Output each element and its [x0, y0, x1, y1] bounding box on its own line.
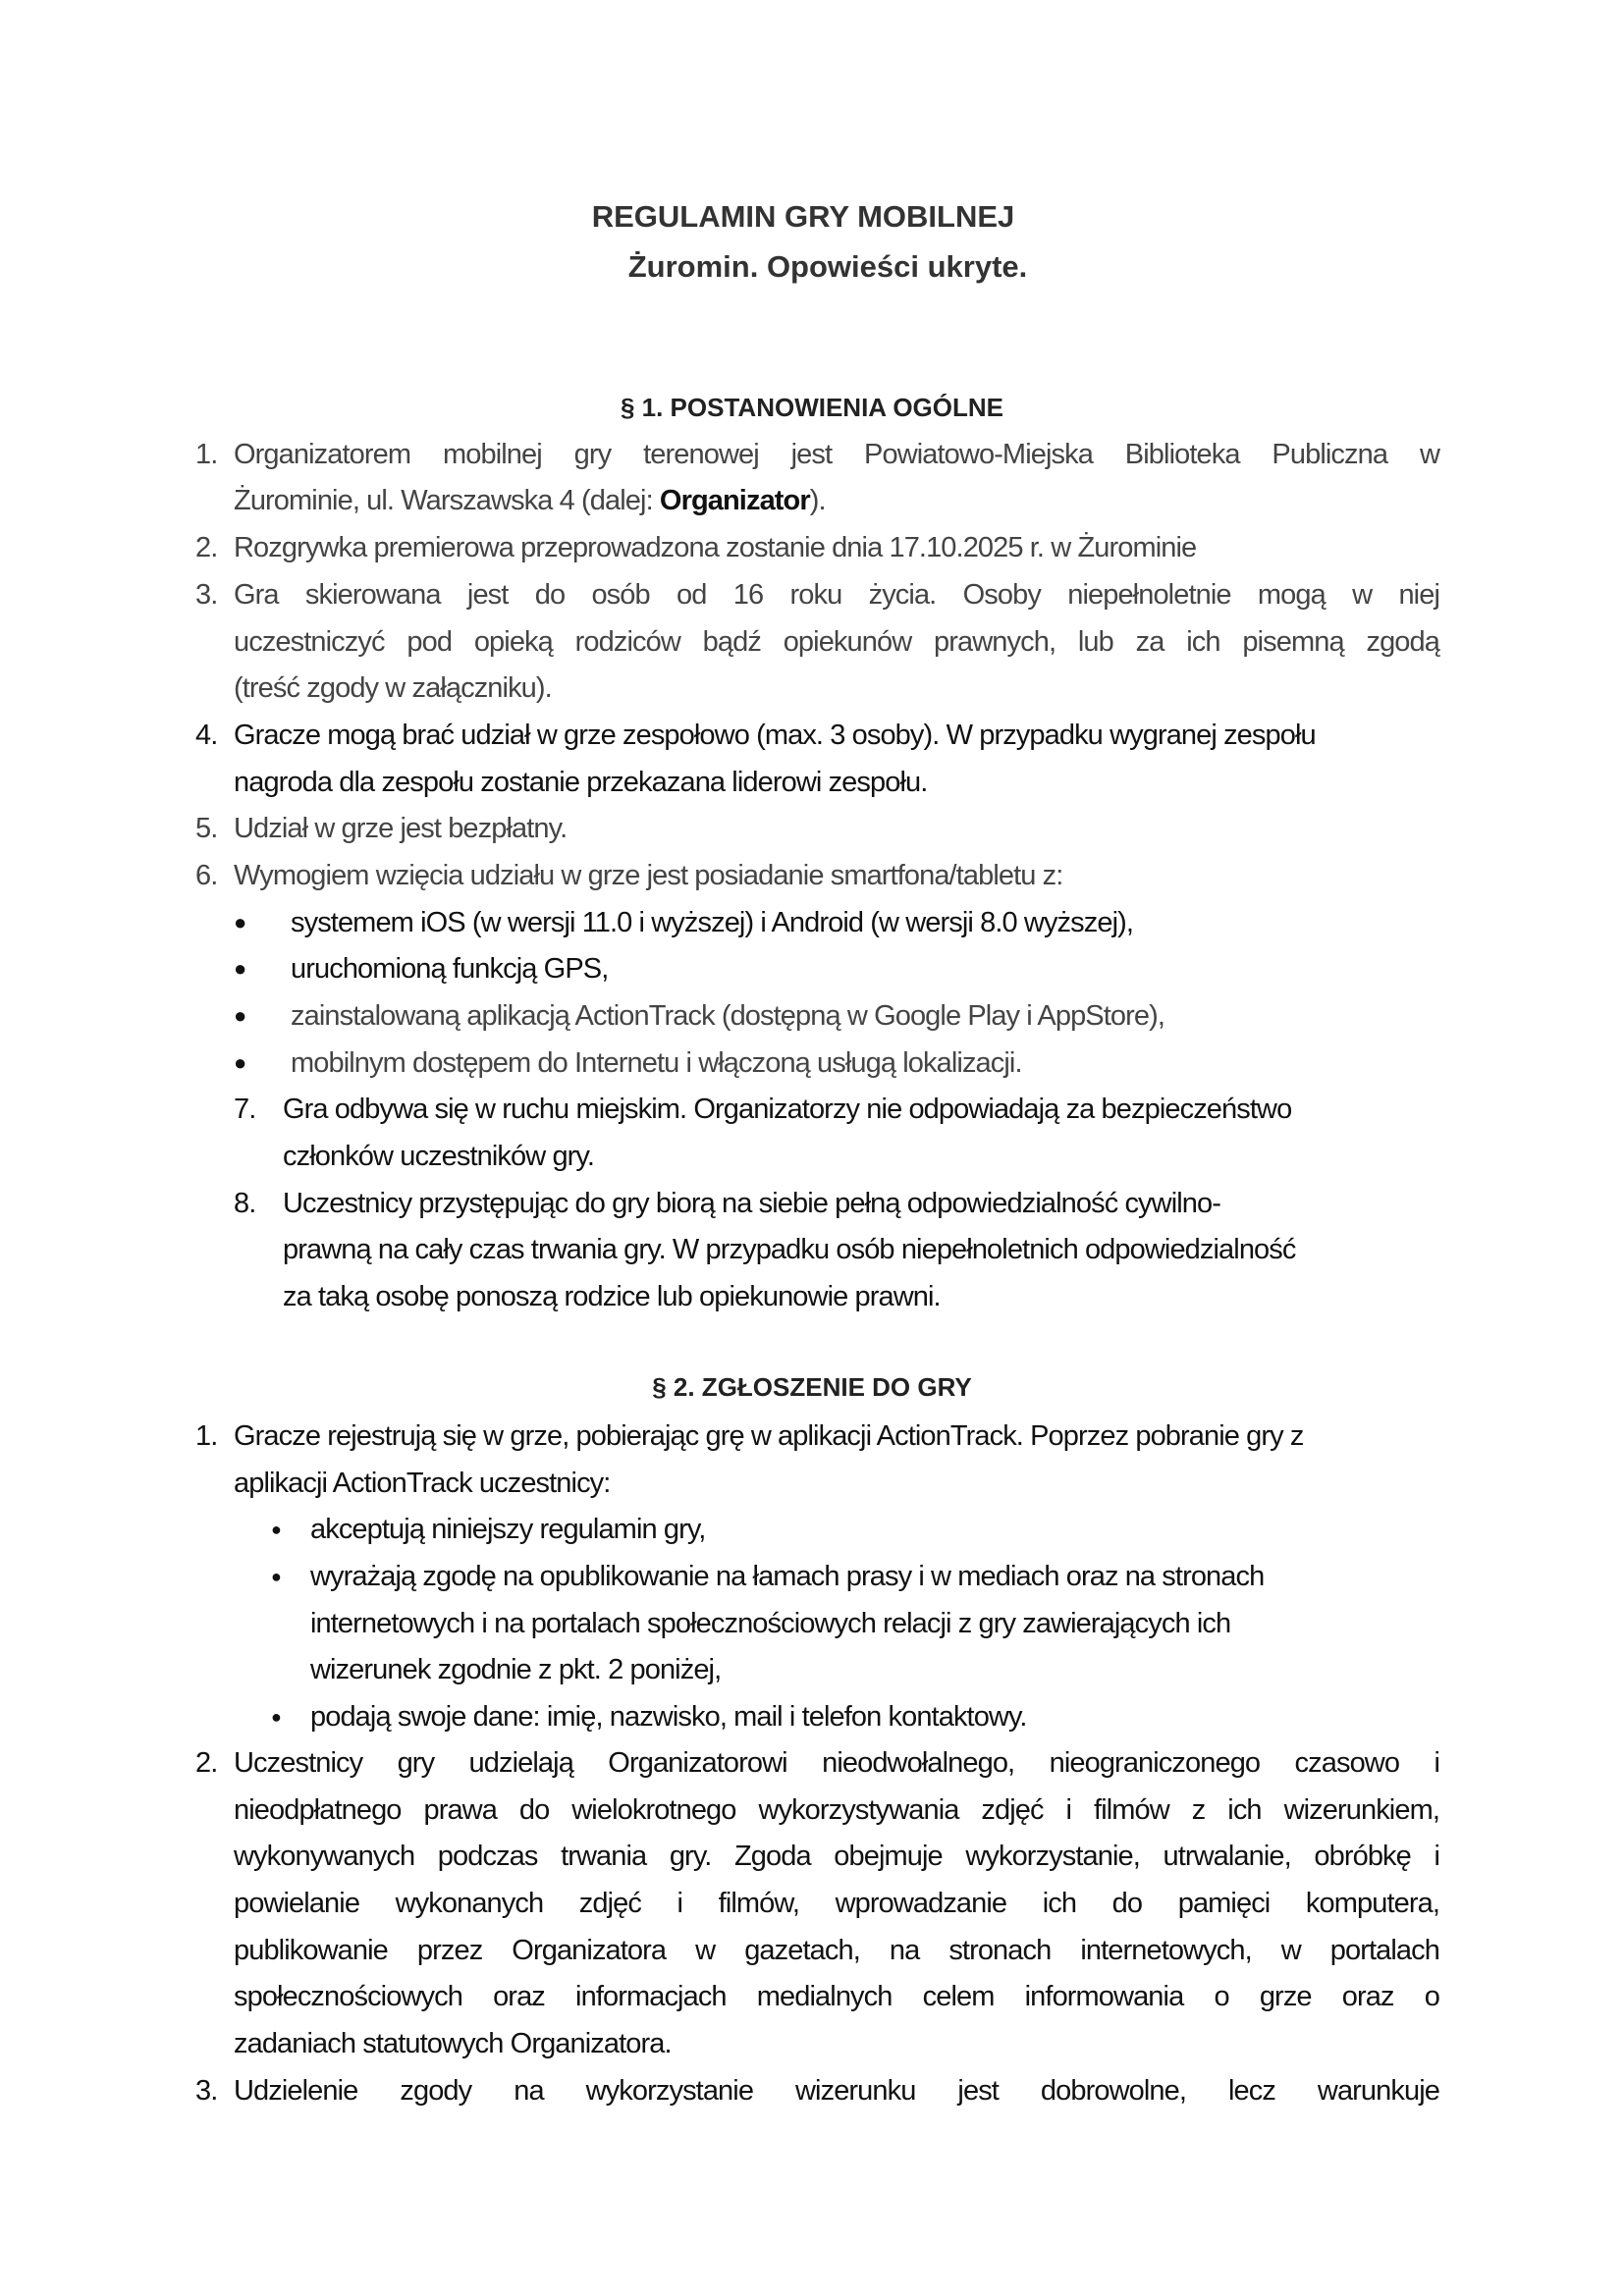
item-number: 1.: [195, 439, 218, 470]
item-text-line: Żurominie, ul. Warszawska 4 (dalej: Organizator).: [234, 485, 826, 516]
item-text-line: Uczestnicy przystępując do gry biorą na siebie pełną odpowiedzialność cywilno-: [283, 1188, 1220, 1219]
item-text-line: Gracze rejestrują się w grze, pobierając grę w aplikacji ActionTrack. Poprzez pobranie gry z: [234, 1420, 1304, 1452]
bullet-icon: ●: [271, 1707, 282, 1727]
item-text-line: zadaniach statutowych Organizatora.: [234, 2028, 672, 2059]
item-text-line: Gra skierowana jest do osób od 16 roku życia. Osoby niepełnoletnie mogą w niej: [234, 579, 1439, 611]
item-text-line: Uczestnicy gry udzielają Organizatorowi nieodwołalnego, nieograniczonego czasowo i: [234, 1747, 1439, 1779]
item-text-line: nagroda dla zespołu zostanie przekazana liderowi zespołu.: [234, 767, 928, 798]
item-text-line: członków uczestników gry.: [283, 1141, 595, 1172]
bullet-item: akceptują niniejszy regulamin gry,: [310, 1514, 706, 1545]
item-text-line: aplikacji ActionTrack uczestnicy:: [234, 1468, 611, 1499]
item-number: 8.: [234, 1188, 256, 1219]
bullet-item: uruchomioną funkcją GPS,: [291, 953, 609, 985]
bullet-icon: ●: [234, 1003, 247, 1028]
item-text-line: Organizatorem mobilnej gry terenowej jest Powiatowo-Miejska Biblioteka Publiczna w: [234, 439, 1439, 470]
item-text-line: (treść zgody w załączniku).: [234, 672, 552, 704]
organizer-bold-term: Organizator: [659, 485, 810, 516]
section-2-heading: § 2. ZGŁOSZENIE DO GRY: [652, 1372, 972, 1402]
bullet-icon: ●: [271, 1567, 282, 1586]
item-number: 7.: [234, 1094, 256, 1125]
item-number: 1.: [195, 1420, 218, 1452]
item-number: 3.: [195, 2075, 218, 2107]
item-text-line: Rozgrywka premierowa przeprowadzona zostanie dnia 17.10.2025 r. w Żurominie: [234, 532, 1197, 563]
document-title: REGULAMIN GRY MOBILNEJ: [591, 199, 1015, 234]
bullet-item-continuation: wizerunek zgodnie z pkt. 2 poniżej,: [310, 1654, 722, 1685]
item-number: 6.: [195, 860, 218, 891]
item-text-line: Gracze mogą brać udział w grze zespołowo (max. 3 osoby). W przypadku wygranej zespołu: [234, 720, 1316, 751]
document-subtitle: Żuromin. Opowieści ukryte.: [627, 249, 1028, 284]
bullet-item: zainstalowaną aplikacją ActionTrack (dostępną w Google Play i AppStore),: [291, 1000, 1165, 1032]
item-text-line: prawną na cały czas trwania gry. W przypadku osób niepełnoletnich odpowiedzialność: [283, 1234, 1296, 1265]
item-text-line: Udział w grze jest bezpłatny.: [234, 813, 568, 844]
item-number: 4.: [195, 720, 218, 751]
item-number: 5.: [195, 813, 218, 844]
item-text-line: wykonywanych podczas trwania gry. Zgoda obejmuje wykorzystanie, utrwalanie, obróbkę i: [234, 1841, 1439, 1872]
item-text-line: publikowanie przez Organizatora w gazetach, na stronach internetowych, w portalach: [234, 1935, 1439, 1966]
bullet-icon: ●: [234, 1050, 247, 1075]
item-number: 3.: [195, 579, 218, 611]
item-text-line: uczestniczyć pod opieką rodziców bądź opiekunów prawnych, lub za ich pisemną zgodą: [234, 626, 1439, 658]
item-text-line: społecznościowych oraz informacjach medialnych celem informowania o grze oraz o: [234, 1981, 1439, 2012]
item-number: 2.: [195, 532, 218, 563]
bullet-icon: ●: [234, 956, 247, 981]
item-text-line: za taką osobę ponoszą rodzice lub opiekunowie prawni.: [283, 1281, 941, 1312]
bullet-icon: ●: [271, 1520, 282, 1539]
bullet-item: systemem iOS (w wersji 11.0 i wyższej) i Android (w wersji 8.0 wyższej),: [291, 907, 1134, 938]
bullet-icon: ●: [234, 910, 247, 934]
item-text-line: Wymogiem wzięcia udziału w grze jest posiadanie smartfona/tabletu z:: [234, 860, 1063, 891]
item-text-line: nieodpłatnego prawa do wielokrotnego wykorzystywania zdjęć i filmów z ich wizerunkiem,: [234, 1794, 1439, 1826]
bullet-item: mobilnym dostępem do Internetu i włączoną usługą lokalizacji.: [291, 1047, 1022, 1079]
item-text-line: Gra odbywa się w ruchu miejskim. Organizatorzy nie odpowiadają za bezpieczeństwo: [283, 1094, 1292, 1125]
bullet-item: podają swoje dane: imię, nazwisko, mail i telefon kontaktowy.: [310, 1701, 1027, 1733]
bullet-item-continuation: internetowych i na portalach społecznościowych relacji z gry zawierających ich: [310, 1608, 1231, 1639]
bullet-item: wyrażają zgodę na opublikowanie na łamach prasy i w mediach oraz na stronach: [310, 1561, 1265, 1592]
item-text-line: powielanie wykonanych zdjęć i filmów, wprowadzanie ich do pamięci komputera,: [234, 1888, 1439, 1919]
item-text-line: Udzielenie zgody na wykorzystanie wizerunku jest dobrowolne, lecz warunkuje: [234, 2075, 1439, 2107]
item-number: 2.: [195, 1747, 218, 1779]
section-1-heading: § 1. POSTANOWIENIA OGÓLNE: [620, 393, 1004, 422]
